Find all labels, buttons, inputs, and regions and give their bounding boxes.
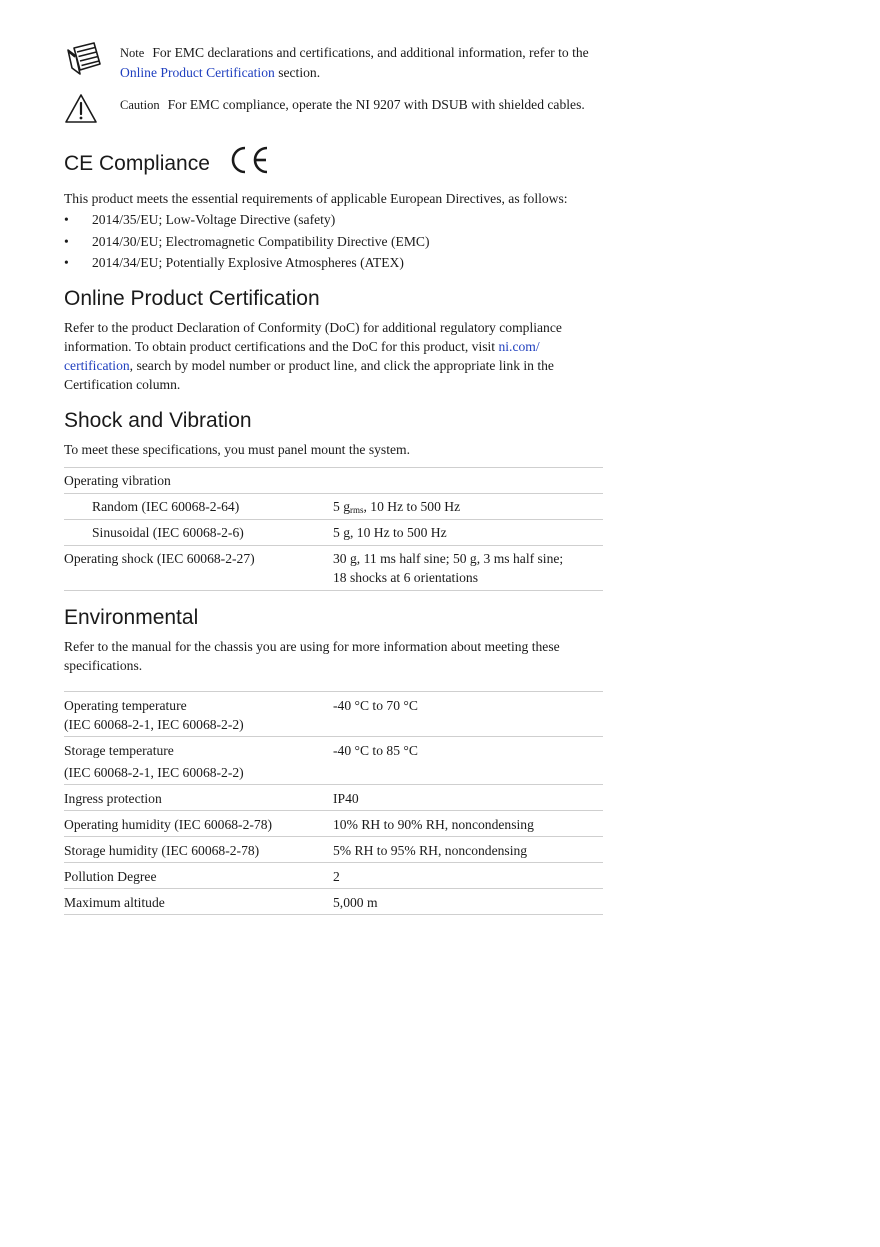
note-label: Note [120,46,145,60]
document-page [64,40,604,915]
ni-certification-link[interactable]: ni.com/ certification [64,339,540,373]
online-certification-heading: Online Product Certification [64,287,320,310]
caution-callout [64,92,604,132]
ce-mark-icon [226,144,270,183]
caution-label: Caution [120,98,160,112]
table-row: Operating temperature (IEC 60068-2-1, IEC 60068-2-2) -40 °C to 70 °C [64,692,603,737]
table-row: Storage temperature (IEC 60068-2-1, IEC 60068-2-2) -40 °C to 85 °C [64,737,603,785]
list-item: • 2014/30/EU; Electromagnetic Compatibility Directive (EMC) [64,233,430,249]
ce-intro: This product meets the essential requirements of applicable European Directives, as follows: [64,191,568,206]
shock-intro: To meet these specifications, you must panel mount the system. [64,442,410,457]
online-certification-link[interactable]: Online Product Certification [120,65,275,80]
caution-text: Caution For EMC compliance, operate the NI 9207 with DSUB with shielded cables. [120,97,585,112]
directive-list [64,210,604,272]
warning-triangle-icon [64,92,120,132]
note-text: Note For EMC declarations and certifications, and additional information, refer to the Online Product Certification section. [120,45,589,80]
shock-vibration-heading: Shock and Vibration [64,409,252,432]
list-item: • 2014/35/EU; Low-Voltage Directive (safety) [64,212,336,227]
table-row: Maximum altitude 5,000 m [64,889,603,915]
list-item: • 2014/34/EU; Potentially Explosive Atmospheres (ATEX) [64,255,404,270]
environmental-intro: Refer to the manual for the chassis you are using for more information about meeting these specifications. [64,639,560,673]
note-callout [64,40,604,82]
table-row: Storage humidity (IEC 60068-2-78) 5% RH to 95% RH, noncondensing [64,837,603,863]
table-row: Pollution Degree 2 [64,863,603,889]
table-row: Operating vibration [64,468,603,494]
note-pad-icon [64,40,120,80]
table-row: Sinusoidal (IEC 60068-2-6) 5 g, 10 Hz to 500 Hz [64,520,603,546]
table-row: Ingress protection IP40 [64,785,603,811]
environmental-heading: Environmental [64,606,199,629]
ce-compliance-heading: CE Compliance [64,144,604,183]
table-row: Operating humidity (IEC 60068-2-78) 10% RH to 90% RH, noncondensing [64,811,603,837]
table-row: Operating shock (IEC 60068-2-27) 30 g, 11 ms half sine; 50 g, 3 ms half sine; 18 shocks at 6 orientations [64,546,603,591]
table-row: Random (IEC 60068-2-64) 5 $g_{rms}$, 10 Hz to 500 Hz [64,494,603,520]
online-certification-text: Refer to the product Declaration of Conformity (DoC) for additional regulatory compliance information. To obtain product certifications and the DoC for this product, visit ni.com/ certification, search by model number or product line, and click the appropriate link in the Certification column. [64,320,562,392]
shock-vibration-table [64,467,603,591]
environmental-table [64,691,603,915]
